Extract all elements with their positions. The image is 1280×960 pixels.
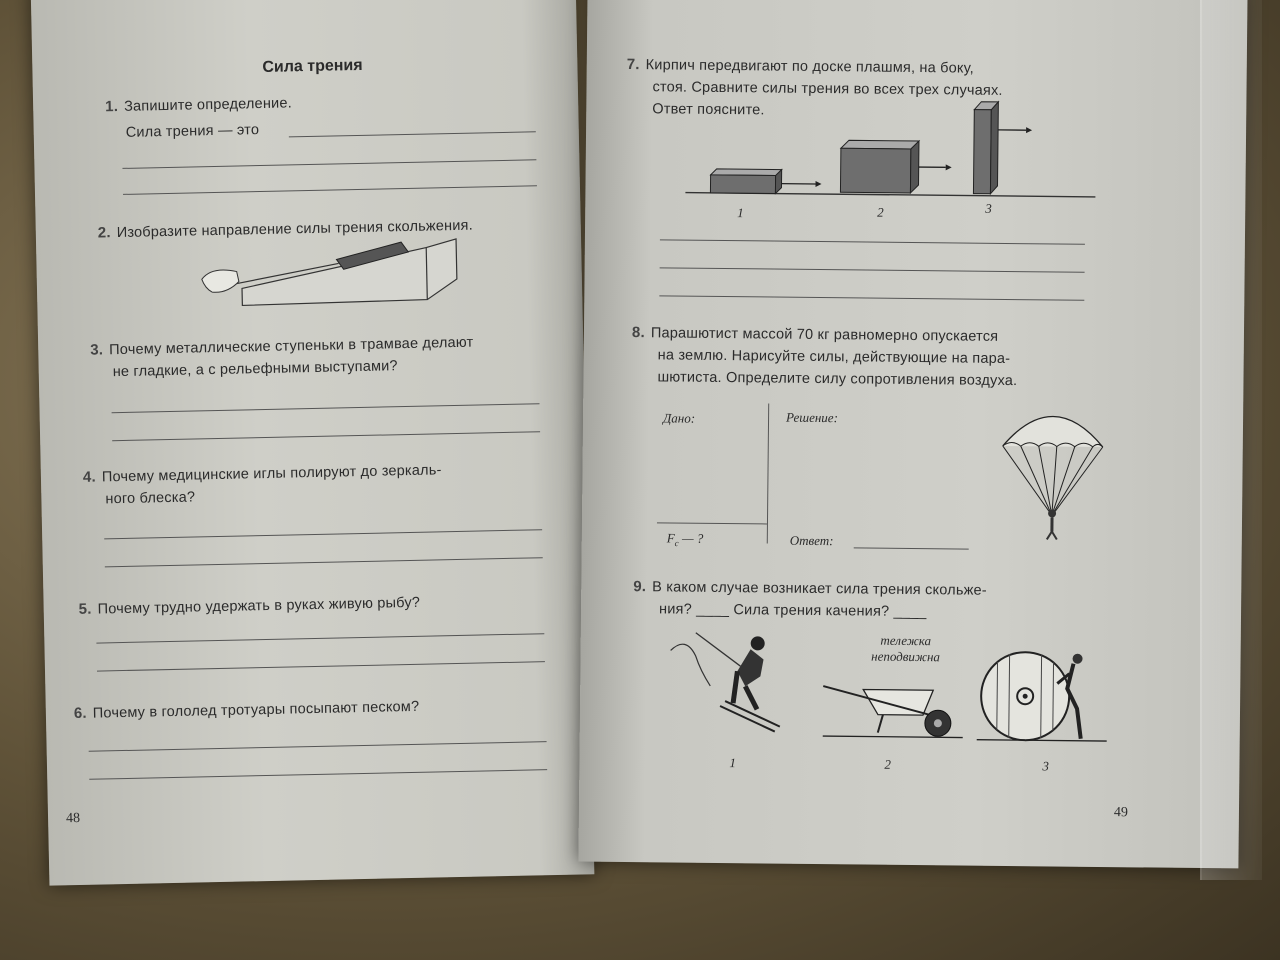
figure-label: 3 [1042,758,1050,774]
question-text: Почему в гололед тротуары посыпают песком? [92,698,420,722]
cart-caption-line: тележка [880,632,932,649]
page-title: Сила трения [262,56,363,76]
plastic-sleeve [1200,0,1262,880]
question-text: ния? ____ Сила трения качения? ____ [658,601,927,621]
question-text: Почему трудно удержать в руках живую рыбу? [97,594,421,618]
question-number: 5. [78,600,92,618]
question-text: шютиста. Определите силу сопротивления воздуха. [657,369,1018,390]
solution-label: Решение: [785,409,839,426]
figure-label: 1 [729,755,737,771]
question-number: 8. [631,324,645,342]
find-subscript: c [674,538,679,549]
question-4 [83,459,442,511]
skier-illustration [665,630,786,741]
find-symbol: F [666,530,675,546]
question-text: Изобразите направление силы трения скольжения. [116,217,474,242]
question-text: Почему металлические ступеньки в трамвае делают [109,334,474,359]
question-9 [633,576,987,624]
answer-line[interactable] [96,633,544,643]
question-number: 1. [105,98,119,116]
answer-line[interactable] [659,295,1084,300]
question-text: Запишите определение. [123,95,293,115]
find-question: — ? [678,530,704,546]
table-divider [657,522,767,524]
question-8 [631,322,1017,392]
figure-label: 1 [737,205,744,221]
question-3 [90,332,474,384]
answer-line[interactable] [122,159,536,169]
sliding-block-illustration [196,239,478,325]
brick-standing [973,102,1032,195]
answer-line[interactable] [97,661,545,671]
question-number: 3. [90,341,104,359]
answer-line[interactable] [660,239,1085,244]
figure-label: 2 [877,204,884,220]
question-text: Кирпич передвигают по доске плашмя, на боку, [645,57,974,77]
given-label: Дано: [662,410,696,426]
answer-line[interactable] [89,769,547,780]
table-divider [767,403,769,543]
page-number: 48 [65,810,81,827]
answer-line[interactable] [104,529,542,539]
parachute-icon [997,401,1108,542]
question-number: 7. [626,55,640,74]
question-text: не гладкие, а с рельефными выступами? [112,358,398,381]
cart-caption-line: неподвижна [871,648,941,665]
figure-label: 2 [884,756,892,772]
answer-label: Ответ: [789,532,834,549]
cart-caption [845,632,965,665]
page-number: 49 [1113,805,1129,821]
question-text: В каком случае возникает сила трения скольже- [652,579,987,599]
question-text: Почему медицинские иглы полируют до зеркаль- [101,462,442,486]
question-text: Ответ поясните. [652,101,765,119]
question-1 [105,92,292,118]
question-text: Парашютист массой 70 кг равномерно опускается [650,325,999,345]
brick-flat [710,169,821,194]
question-number: 2. [97,224,111,242]
right-page [578,0,1247,868]
answer-line[interactable] [105,557,543,567]
question-number: 9. [633,578,647,596]
brick-side [840,140,952,193]
answer-line[interactable] [112,403,540,413]
answer-line[interactable] [112,431,540,441]
figure-label: 3 [985,200,992,216]
wheelbarrow-icon [823,674,964,745]
rolling-drum-illustration [977,648,1128,750]
question-number: 4. [82,468,97,486]
left-page [31,0,595,886]
definition-prompt: Сила трения — это [125,122,260,141]
answer-line[interactable] [854,547,969,549]
question-text: стоя. Сравните силы трения во всех трех случаях. [652,79,1003,99]
question-5 [78,592,420,621]
answer-line[interactable] [123,185,537,195]
answer-line[interactable] [89,741,547,752]
question-number: 6. [73,704,87,723]
question-6 [74,696,420,725]
find-label [667,530,704,548]
question-text: на землю. Нарисуйте силы, действующие на пара- [657,347,1011,368]
answer-line[interactable] [289,131,536,137]
answer-line[interactable] [660,267,1085,272]
bricks-illustration [685,103,1106,217]
question-text: ного блеска? [105,489,196,508]
